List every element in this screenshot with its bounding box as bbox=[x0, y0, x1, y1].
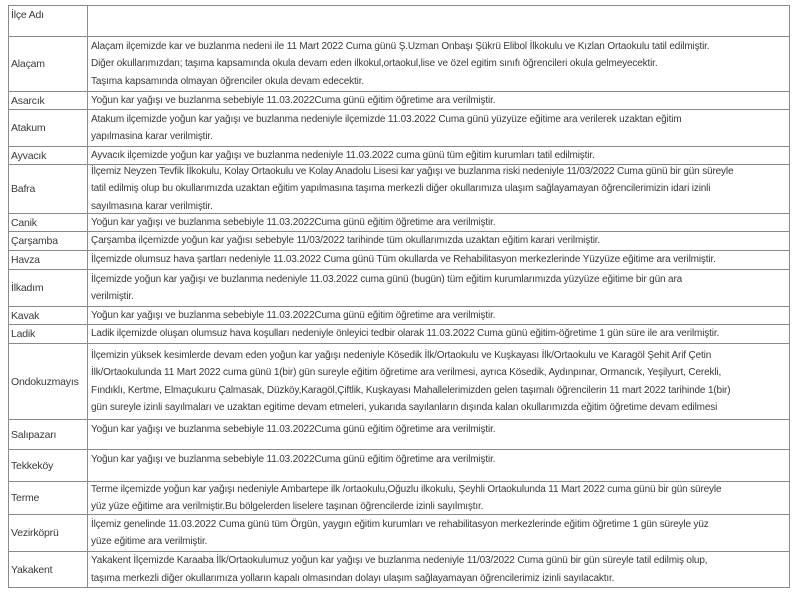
header-description bbox=[88, 6, 789, 36]
description-line: İlçemizde olumsuz hava şartları nedeniyle 11.03.2022 Cuma günü Tüm okullarda ve Rehabilitasyon merkezlerinde Yüzyüze eğitime ara verilmiştir. bbox=[91, 254, 716, 266]
district-name: Çarşamba bbox=[9, 232, 88, 250]
district-name: Kavak bbox=[9, 307, 88, 324]
table-row bbox=[9, 269, 789, 306]
district-name: İlkadım bbox=[9, 270, 88, 306]
district-description bbox=[88, 552, 789, 587]
description-line: Yakakent İlçemizde Karaaba İlk/Ortaokulumuz yoğun kar yağışı ve buzlanma nedeniyle 11/03/2022 Cuma günü bir gün süreyle tatil edilmiş olup, bbox=[91, 555, 708, 566]
district-name: Ayvacık bbox=[9, 147, 88, 164]
district-description bbox=[88, 270, 789, 306]
district-description bbox=[88, 165, 789, 213]
description-line: İlk/Ortaokulunda 11 Mart 2022 cuma günü 1(bir) gün sureyle eğitim öğretime ara verilmesi, ayrıca Kösedik, Aydınpınar, Ormancık, Yeşilyurt, Cerekli, bbox=[91, 367, 722, 378]
table-row bbox=[9, 250, 789, 269]
district-description bbox=[88, 232, 789, 250]
district-name: Terme bbox=[9, 482, 88, 514]
table-row bbox=[9, 419, 789, 449]
district-description bbox=[88, 325, 789, 343]
description-line: Yoğun kar yağışı ve buzlanma sebebiyle 11.03.2022Cuma günü eğitim öğretime ara verilmiştir. bbox=[91, 94, 496, 106]
description-line: İlçemiz genelinde 11.03.2022 Cuma günü tüm Örgün, yaygın eğitim kurumları ve rehabilitasyon merkezlerinde eğitim öğretime 1 gün süreyle yüz bbox=[91, 518, 709, 530]
description-line: İlçemiz Neyzen Tevfik İlkokulu, Kolay Ortaokulu ve Kolay Anadolu Lisesi kar yağışı ve buzlanma riski nedeniyle 11/03/2022 Cuma günü bir gün süreyle bbox=[91, 165, 734, 177]
description-line: tatil edilmiş olup bu okullarımızda uzaktan eğitim yapılmasına taşıma merkezli diğer okullarımıza ulaşım sağlayamayan öğrencilerimizin idari izinli bbox=[91, 183, 711, 195]
table-row bbox=[9, 146, 789, 164]
table-row bbox=[9, 231, 789, 250]
table-row bbox=[9, 109, 789, 146]
description-line: gün sureyle izinli sayılmaları ve uzaktan egitime devam etmeleri, yukarıda sayılanların dışında kalan okullarımızda eğitim öğretime devam edilmesi bbox=[91, 402, 718, 413]
table-row bbox=[9, 306, 789, 324]
district-name: Salıpazarı bbox=[9, 420, 88, 449]
district-name: Ladik bbox=[9, 325, 88, 343]
district-name: Atakum bbox=[9, 110, 88, 146]
district-description bbox=[88, 420, 789, 449]
table-row bbox=[9, 551, 789, 587]
description-line: Ayvacık ilçemizde yoğun kar yağışı ve buzlanma nedeniyle 11.03.2022 cuma günü tüm eğitim kurumları tatil edilmiştir. bbox=[91, 149, 595, 161]
header-district-name: İlçe Adı bbox=[9, 6, 88, 36]
table-row bbox=[9, 164, 789, 213]
description-line: Ladik ilçemizde oluşan olumsuz hava koşulları nedeniyle önleyici tedbir olarak 11.03.2022 Cuma günü eğitim-öğretime 1 gün süre ile ara verilmiştir. bbox=[91, 328, 720, 340]
description-line: Yoğun kar yağışı ve buzlanma sebebiyle 11.03.2022Cuma günü eğitim öğretime ara verilmiştir. bbox=[91, 454, 496, 465]
district-name: Bafra bbox=[9, 165, 88, 213]
district-description bbox=[88, 214, 789, 231]
district-description bbox=[88, 307, 789, 324]
district-name: Alaçam bbox=[9, 37, 88, 91]
district-name: Tekkeköy bbox=[9, 450, 88, 481]
district-description bbox=[88, 482, 789, 514]
description-line: İlçemizde yoğun kar yağışı ve buzlanma nedeniyle 11.03.2022 cuma günü (bugün) tüm eğitim kurumlarımızda yüzyüze eğitime bir gün ara bbox=[91, 273, 683, 285]
description-line: sayılmasına karar verilmiştir. bbox=[91, 200, 213, 212]
description-line: yüz yüze eğitime ara verilmiştir.Bu bölgelerden liselere taşınan öğrencilerde izinli sayılmıştır. bbox=[91, 501, 484, 512]
district-name: Asarcık bbox=[9, 92, 88, 109]
district-name: Havza bbox=[9, 251, 88, 269]
district-description bbox=[88, 110, 789, 146]
district-description bbox=[88, 515, 789, 551]
description-line: yüze eğitime ara verilmiştir. bbox=[91, 536, 208, 547]
description-line: Yoğun kar yağışı ve buzlanma sebebiyle 11.03.2022Cuma günü eğitim öğretime ara verilmiştir. bbox=[91, 309, 496, 321]
table-row bbox=[9, 343, 789, 419]
district-name: Ondokuzmayıs bbox=[9, 344, 88, 419]
district-description bbox=[88, 147, 789, 164]
table-row bbox=[9, 213, 789, 231]
description-line: Çarşamba ilçemizde yoğun kar yağısı sebebyle 11/03/2022 tarihinde tüm okullarımızda uzaktan eğitim karari verilmiştir. bbox=[91, 235, 601, 247]
district-description bbox=[88, 37, 789, 91]
description-line: Alaçam ilçemizde kar ve buzlanma nedeni ile 11 Mart 2022 Cuma günü Ş.Uzman Onbaşı Şükrü Elibol İlkokulu ve Kızlan Ortaokulu tatil edilmiştir. bbox=[91, 40, 710, 52]
description-line: Diğer okullarımızdan; taşıma kapsamında okula devam eden ilkokul,ortaokul,lise ve özel egitim sınıfı öğrencileri okula gelmeyecektir. bbox=[91, 58, 658, 70]
table-row bbox=[9, 324, 789, 343]
district-description bbox=[88, 344, 789, 419]
table-header-row bbox=[9, 6, 789, 36]
description-line: Fındıklı, Kertme, Elmaçukuru Çalmasak, Düzköy,Karagöl,Çiftlik, Kuşkayası Mahallelerimizden gelen taşımalı öğrencilerin 11 mart 2022 tarihinde 1(bir) bbox=[91, 384, 731, 396]
district-name: Vezirköprü bbox=[9, 515, 88, 551]
table-row bbox=[9, 36, 789, 91]
district-description bbox=[88, 450, 789, 481]
description-line: verilmiştir. bbox=[91, 291, 134, 302]
district-table bbox=[8, 5, 790, 588]
district-name: Yakakent bbox=[9, 552, 88, 587]
district-name: Canik bbox=[9, 214, 88, 231]
description-line: Yoğun kar yağışı ve buzlanma sebebiyle 11.03.2022Cuma günü eğitim öğretime ara verilmiştir. bbox=[91, 216, 496, 228]
description-line: Terme ilçemizde yoğun kar yağışı nedeniyle Ambartepe ilk /ortaokulu,Oğuzlu ilkokulu, Şeyhli Ortaokulunda 11 Mart 2022 cuma günü bir gün süreyle bbox=[91, 483, 722, 495]
description-line: İlçemizin yüksek kesimlerde devam eden yoğun kar yağışı nedeniyle Kösedik İlk/Ortaokulu ve Kuşkayası İlk/Ortaokulu ve Karagöl Şehit Arif Çetin bbox=[91, 349, 712, 361]
table-row bbox=[9, 449, 789, 481]
table-row bbox=[9, 481, 789, 514]
district-description bbox=[88, 92, 789, 109]
description-line: taşıma merkezli diğer okullarımıza yolların kapalı olmasından dolayı ulaşım sağlayamayan öğrencilerimiz izinli sayılacaktır. bbox=[91, 572, 615, 584]
description-line: yapılmasina karar verilmiştir. bbox=[91, 131, 213, 142]
table-row bbox=[9, 91, 789, 109]
table-row bbox=[9, 514, 789, 551]
description-line: Yoğun kar yağışı ve buzlanma sebebiyle 11.03.2022Cuma günü eğitim öğretime ara verilmiştir. bbox=[91, 424, 496, 435]
description-line: Atakum ilçemizde yoğun kar yağışı ve buzlanma nedeniyle ilçemizde 11.03.2022 Cuma günü yüzyüze eğitime ara verilerek uzaktan eğitim bbox=[91, 113, 682, 125]
description-line: Taşıma kapsamında olmayan öğrenciler okula devam edecektir. bbox=[91, 75, 364, 87]
district-description bbox=[88, 251, 789, 269]
